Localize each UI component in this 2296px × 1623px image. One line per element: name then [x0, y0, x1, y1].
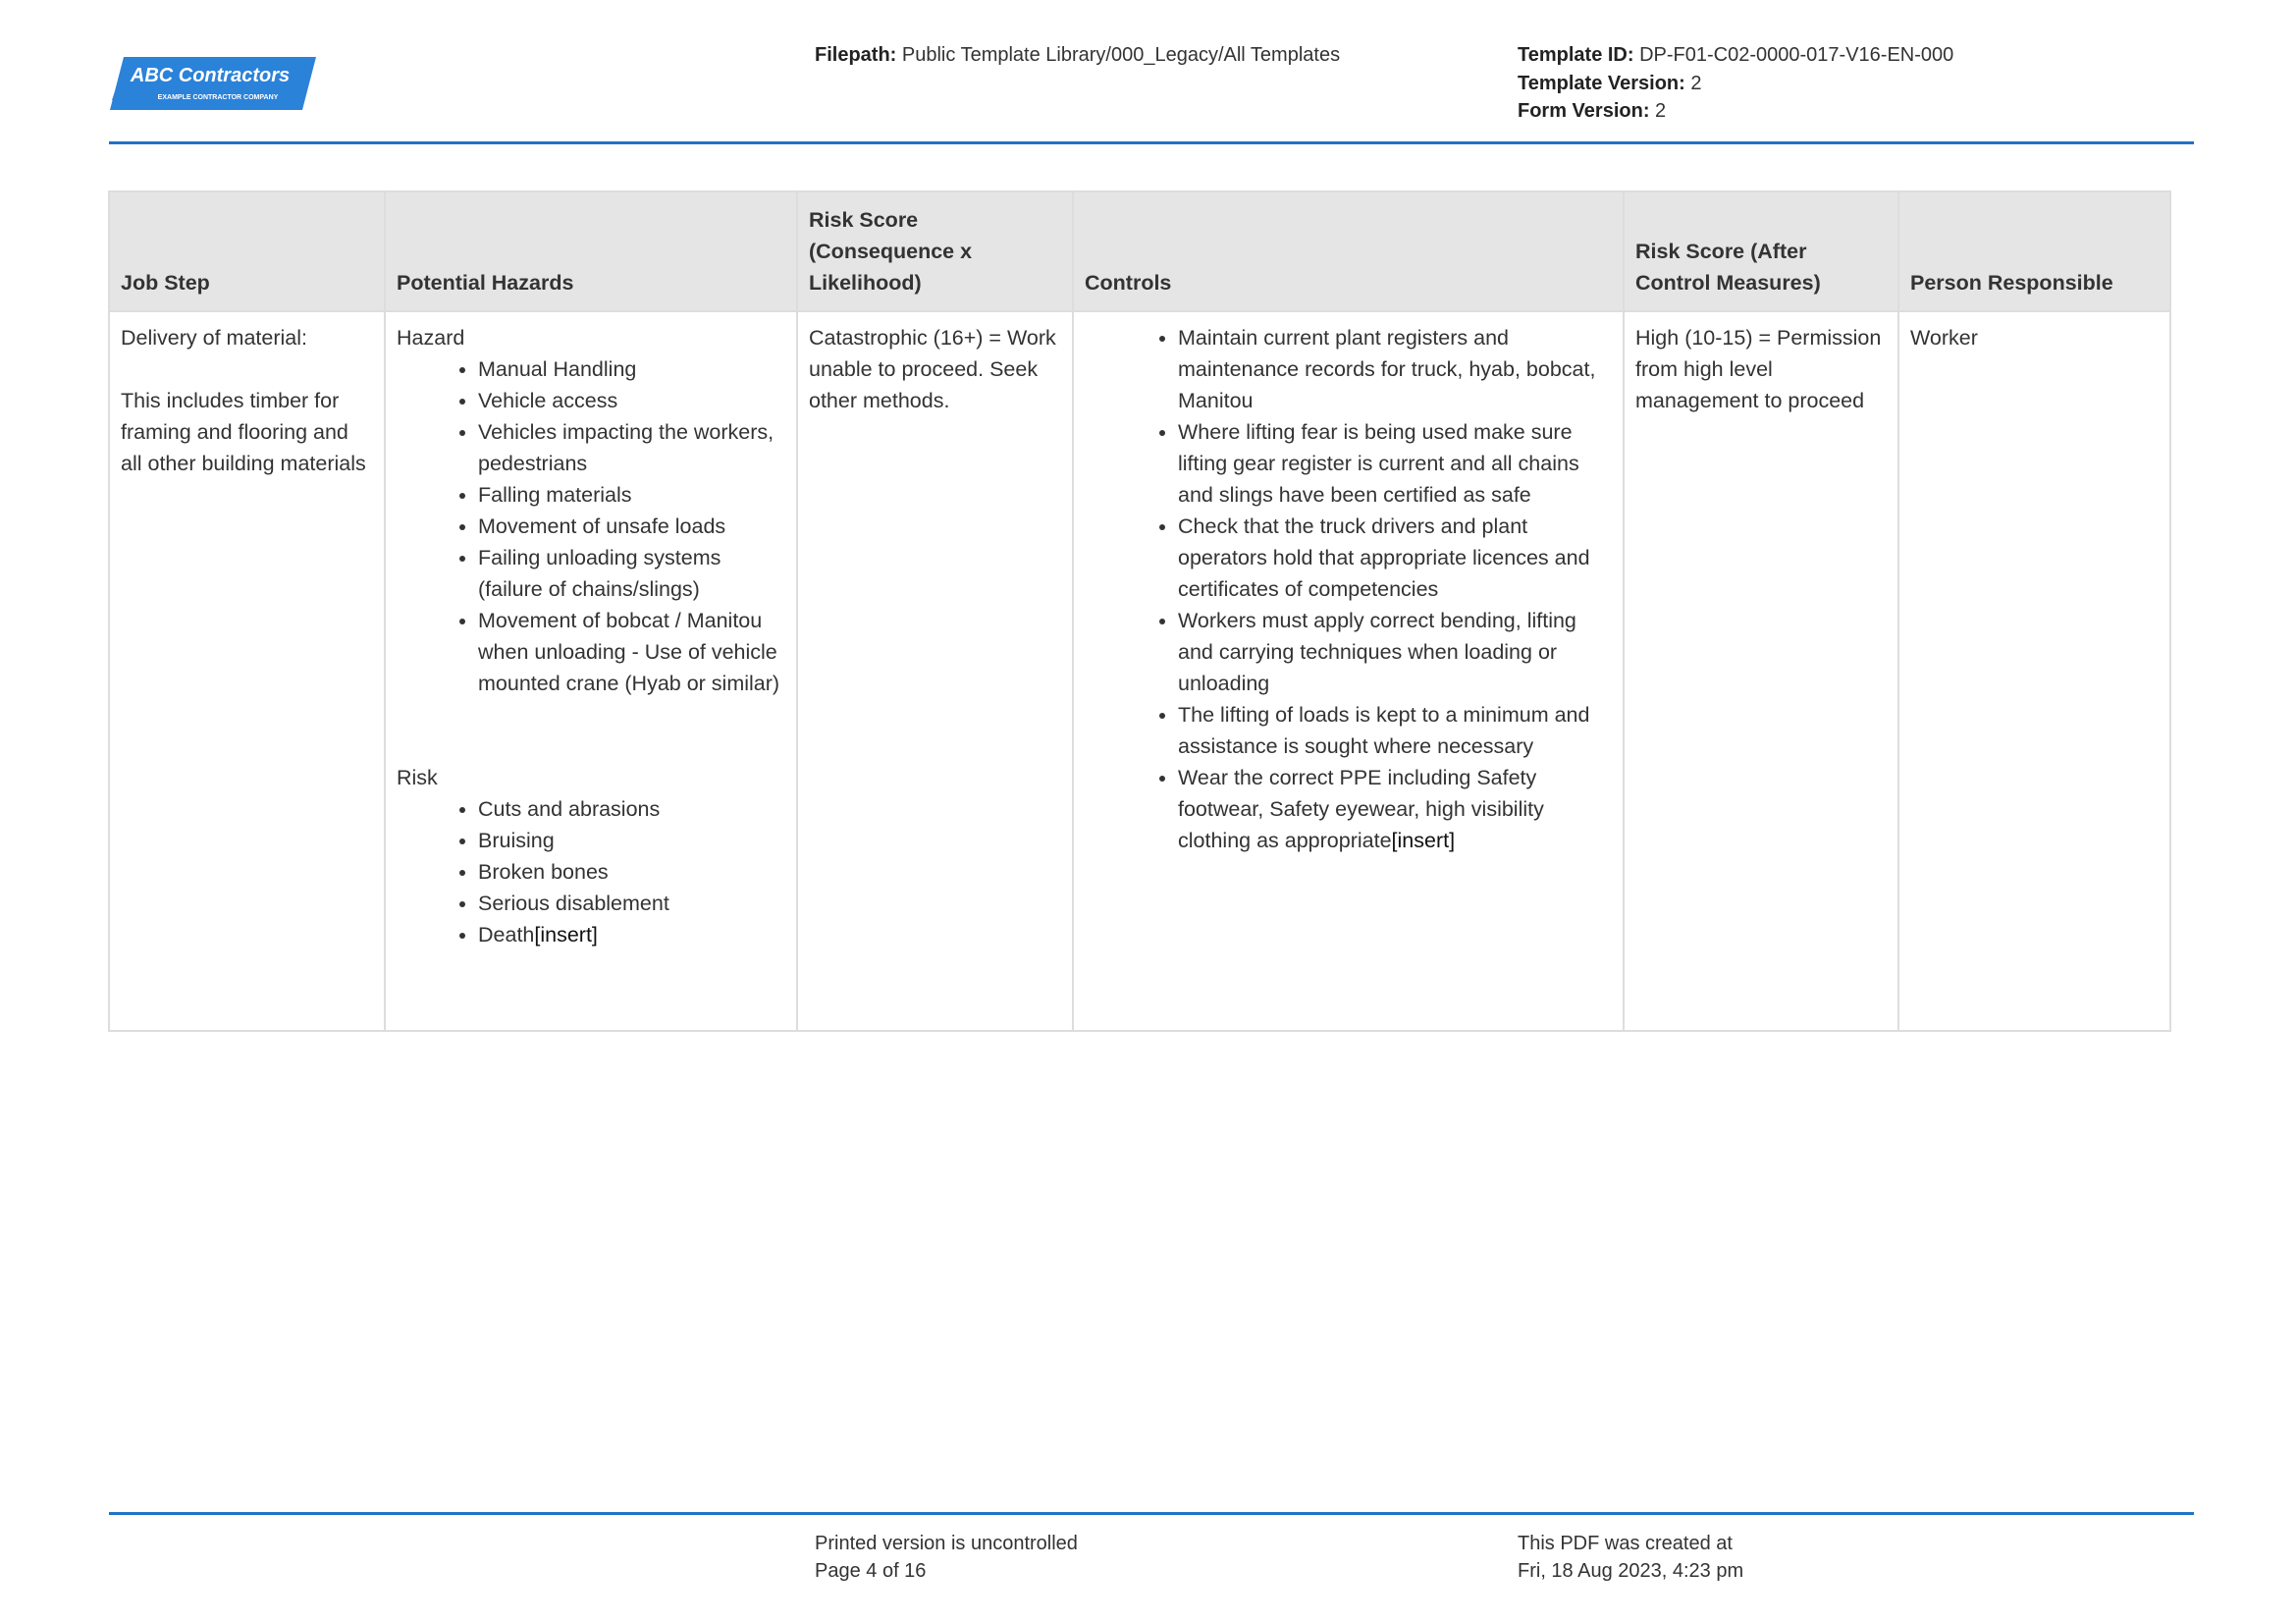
- form-version-label: Form Version:: [1518, 100, 1650, 122]
- controls-cell: [1073, 311, 1624, 1031]
- risk-score-after-cell: High (10-15) = Permission from high level management to proceed: [1624, 311, 1898, 1031]
- header-risk-score: Risk Score (Consequence x Likelihood): [797, 191, 1073, 311]
- logo-tagline: EXAMPLE CONTRACTOR COMPANY: [157, 94, 279, 101]
- risk-item-text: Death: [478, 923, 535, 947]
- template-id-label: Template ID:: [1518, 44, 1634, 66]
- table-row: [109, 311, 2170, 1031]
- list-item: [1178, 762, 1612, 856]
- insert-placeholder: [insert]: [534, 923, 598, 947]
- list-item: • Bruising: [478, 825, 785, 856]
- list-item: • Cuts and abrasions: [478, 793, 785, 825]
- footer-divider: [109, 1512, 2194, 1515]
- header-risk-score-after: Risk Score (After Control Measures): [1624, 191, 1898, 311]
- risk-label: Risk: [397, 766, 438, 789]
- template-version-label: Template Version:: [1518, 72, 1685, 94]
- controls-list: [1085, 322, 1612, 856]
- company-logo: [108, 53, 319, 112]
- list-item: • Vehicle access: [478, 385, 785, 416]
- header-potential-hazards: Potential Hazards: [385, 191, 797, 311]
- page-number: Page 4 of 16: [815, 1560, 927, 1582]
- list-item: • Maintain current plant registers and maintenance records for truck, hyab, bobcat, Manitou: [1178, 322, 1612, 416]
- risk-score-cell: Catastrophic (16+) = Work unable to proceed. Seek other methods.: [797, 311, 1073, 1031]
- list-item: • Where lifting fear is being used make sure lifting gear register is current and all chains and slings have been certified as safe: [1178, 416, 1612, 511]
- control-item-text: Wear the correct PPE including Safety footwear, Safety eyewear, high visibility clothing as appropriate: [1178, 766, 1544, 852]
- template-id-value: DP-F01-C02-0000-017-V16-EN-000: [1639, 44, 1954, 66]
- list-item: • The lifting of loads is kept to a minimum and assistance is sought where necessary: [1178, 699, 1612, 762]
- list-item: • Failing unloading systems (failure of chains/slings): [478, 542, 785, 605]
- template-version-value: 2: [1690, 72, 1702, 94]
- list-item: • Manual Handling: [478, 353, 785, 385]
- created-label: This PDF was created at: [1518, 1533, 1733, 1554]
- list-item: • Movement of unsafe loads: [478, 511, 785, 542]
- job-step-cell: [109, 311, 385, 1031]
- header-controls: Controls: [1073, 191, 1624, 311]
- job-safety-table: [108, 190, 2171, 1032]
- filepath-label: Filepath:: [815, 44, 897, 66]
- footer-left: [815, 1530, 1078, 1585]
- list-item: [478, 919, 785, 950]
- table-header-row: [109, 191, 2170, 311]
- uncontrolled-notice: Printed version is uncontrolled: [815, 1533, 1078, 1554]
- job-step-detail: This includes timber for framing and flooring and all other building materials: [121, 389, 366, 475]
- list-item: • Movement of bobcat / Manitou when unloading - Use of vehicle mounted crane (Hyab or similar): [478, 605, 785, 699]
- person-responsible-cell: Worker: [1898, 311, 2170, 1031]
- list-item: • Workers must apply correct bending, lifting and carrying techniques when loading or unloading: [1178, 605, 1612, 699]
- hazard-list: [397, 353, 785, 699]
- filepath-value: Public Template Library/000_Legacy/All Templates: [901, 44, 1341, 66]
- form-version: [1518, 97, 1953, 126]
- header-job-step: Job Step: [109, 191, 385, 311]
- header-divider: [109, 141, 2194, 144]
- risk-list: [397, 793, 785, 950]
- form-version-value: 2: [1655, 100, 1667, 122]
- list-item: • Broken bones: [478, 856, 785, 888]
- list-item: • Falling materials: [478, 479, 785, 511]
- footer-right: [1518, 1530, 1743, 1585]
- list-item: • Serious disablement: [478, 888, 785, 919]
- hazards-cell: [385, 311, 797, 1031]
- logo-name: ABC Contractors: [130, 65, 291, 86]
- job-step-title: Delivery of material:: [121, 326, 307, 350]
- template-id: [1518, 41, 1953, 70]
- hazard-label: Hazard: [397, 326, 465, 350]
- list-item: • Vehicles impacting the workers, pedestrians: [478, 416, 785, 479]
- list-item: • Check that the truck drivers and plant operators hold that appropriate licences and certificates of competencies: [1178, 511, 1612, 605]
- filepath: [815, 41, 1340, 69]
- template-meta: [1518, 41, 1953, 126]
- created-timestamp: Fri, 18 Aug 2023, 4:23 pm: [1518, 1560, 1744, 1582]
- header-person-responsible: Person Responsible: [1898, 191, 2170, 311]
- template-version: [1518, 70, 1953, 98]
- insert-placeholder: [insert]: [1391, 829, 1456, 852]
